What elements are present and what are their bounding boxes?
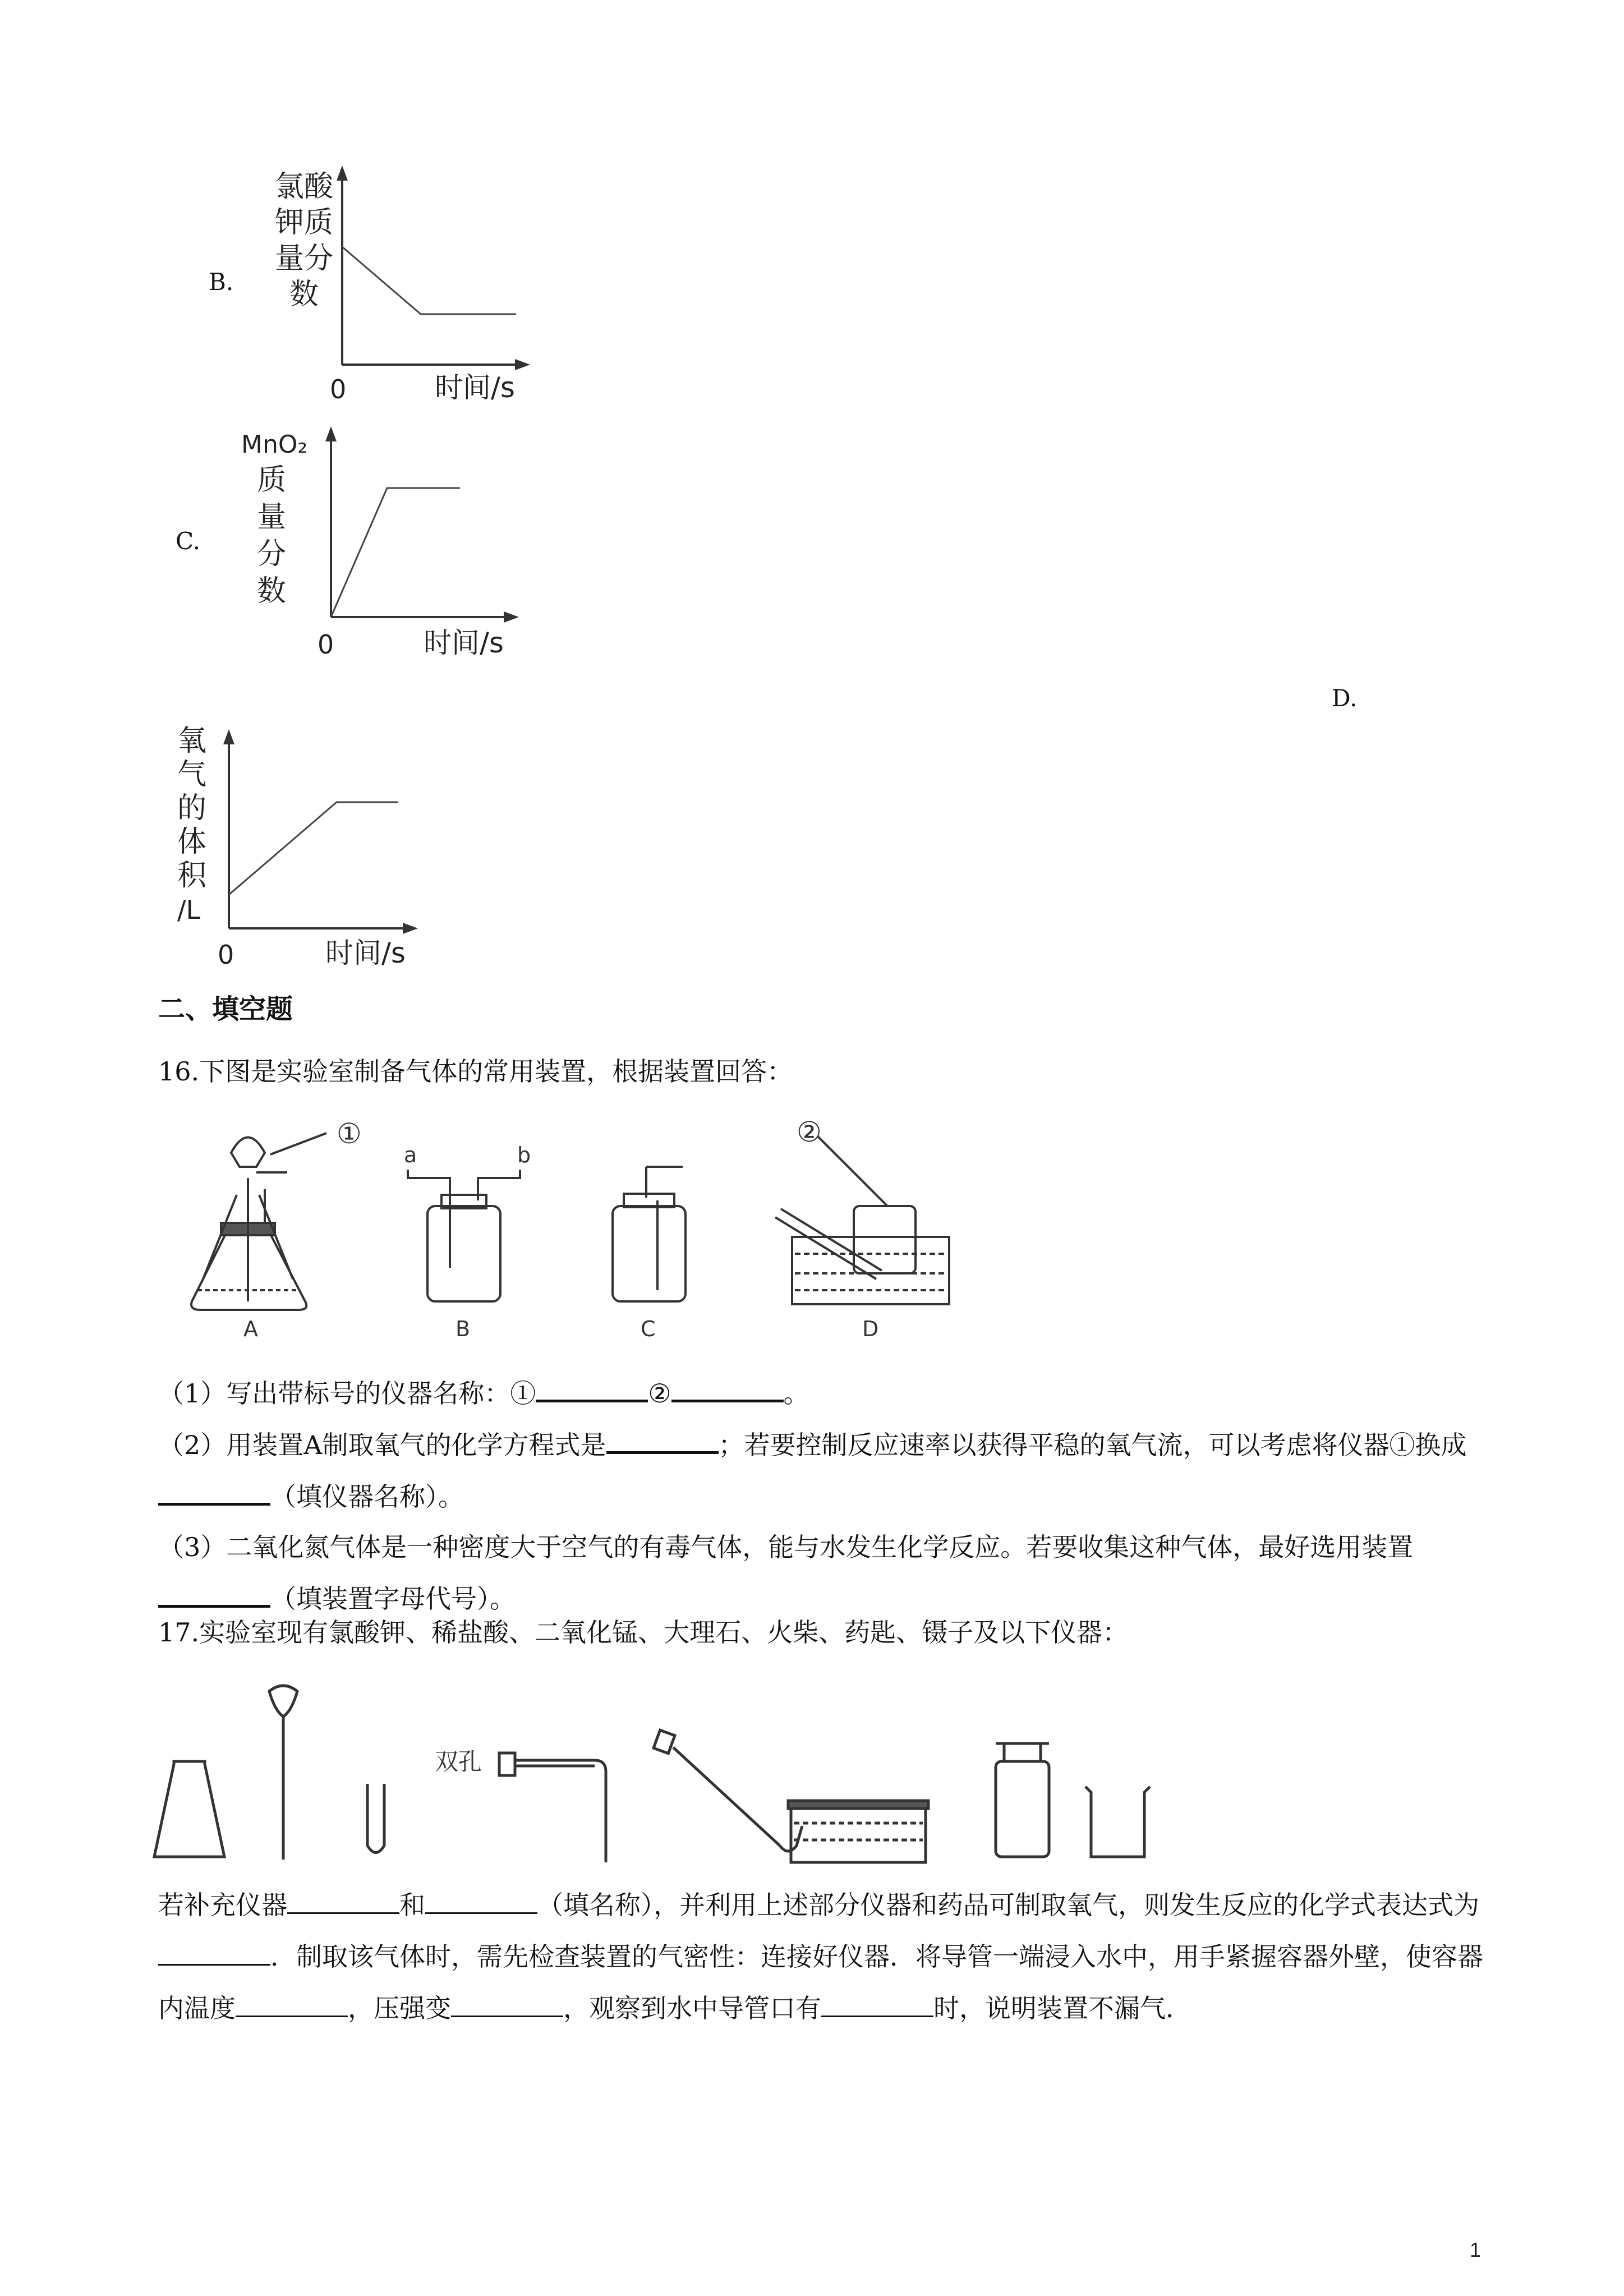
instrument-test-tube [367, 1784, 384, 1853]
option-d-y-arrow [223, 729, 234, 744]
instrument-gas-bottle [996, 1743, 1049, 1857]
answer-blank[interactable] [158, 1941, 270, 1966]
apparatus-d [775, 1136, 949, 1304]
q16-part-3: （3）二氧化氮气体是一种密度大于空气的有毒气体，能与水发生化学反应。若要收集这种气体，最好选用装置（填装置字母代号）。 [158, 1532, 1414, 1614]
svg-text:钾质: 钾质 [275, 206, 334, 240]
svg-text:氯酸: 氯酸 [275, 170, 334, 204]
answer-blank[interactable] [671, 1377, 784, 1402]
answer-blank[interactable] [236, 1993, 348, 2017]
option-c-letter: C. [176, 527, 200, 555]
option-c-x-label: 时间/s [424, 627, 504, 659]
instrument-long-neck-funnel [269, 1686, 297, 1860]
q17-stem: 17.实验室现有氯酸钾、稀盐酸、二氧化锰、大理石、火柴、药匙、镊子及以下仪器： [158, 1617, 1129, 1648]
q16-part-2: （2）用装置A制取氧气的化学方程式是 ；若要控制反应速率以获得平稳的氧气流，可以考虑将仪器①换成（填仪器名称）。 [158, 1430, 1467, 1512]
option-d-y-label [177, 724, 208, 925]
page-number: 1 [1470, 2238, 1482, 2261]
apparatus-b-label: B [456, 1317, 471, 1341]
q16-part-1: （1）写出带标号的仪器名称：① ② 。 [158, 1378, 809, 1409]
answer-blank[interactable] [287, 1890, 399, 1914]
apparatus-a-label: A [243, 1317, 258, 1341]
svg-text:量: 量 [257, 500, 287, 534]
option-c-series-line [331, 488, 460, 617]
answer-blank[interactable] [451, 1993, 563, 2017]
option-d-x-label: 时间/s [325, 937, 406, 969]
svg-text:/L: /L [177, 895, 201, 925]
svg-text:积: 积 [177, 859, 207, 892]
svg-text:氧: 氧 [177, 724, 207, 758]
option-c-chart [230, 418, 533, 678]
option-c-origin: 0 [318, 629, 334, 660]
q17-instruments-figure [151, 1677, 1217, 1870]
option-b-origin: 0 [330, 374, 347, 404]
apparatus-b-port-a: a [404, 1143, 417, 1167]
svg-text:量分: 量分 [275, 242, 334, 275]
option-b-x-label: 时间/s [435, 371, 515, 404]
instrument-double-hole-stopper-tube [499, 1753, 606, 1862]
instrument-bent-tube [654, 1730, 802, 1851]
option-b-letter: B. [209, 268, 234, 296]
answer-blank[interactable] [536, 1377, 648, 1402]
apparatus-a [191, 1133, 326, 1310]
section-title: 二、填空题 [158, 993, 293, 1025]
instrument-beaker [1085, 1787, 1150, 1857]
answer-blank[interactable] [158, 1480, 270, 1506]
q17-body: 若补充仪器 和 （填名称），并利用上述部分仪器和药品可制取氧气，则发生反应的化学式表达式为．制取该气体时，需先检查装置的气密性：连接好仪器．将导管一端浸入水中，用手紧握容器外壁，使容器内温度 ，压强变 ，观察到水中导管口有 时，说明装置不漏气． [158, 1890, 1483, 2023]
q16-mark-2: ② [797, 1116, 822, 1148]
svg-text:分: 分 [257, 537, 287, 571]
q16-stem: 16.下图是实验室制备气体的常用装置，根据装置回答： [158, 1056, 793, 1087]
option-d-chart [168, 718, 426, 984]
apparatus-b [408, 1170, 520, 1301]
option-d-series-line [229, 802, 398, 895]
option-c-y-label [241, 430, 307, 608]
option-d-letter: D. [1332, 684, 1358, 712]
svg-text:体: 体 [177, 825, 207, 859]
svg-text:质: 质 [257, 463, 287, 497]
option-b-x-arrow [515, 359, 530, 370]
option-b-chart [247, 163, 539, 417]
option-d-x-arrow [403, 923, 418, 934]
option-b-y-arrow [337, 165, 348, 181]
option-b-y-label [275, 170, 334, 311]
svg-text:的: 的 [177, 792, 207, 825]
answer-blank[interactable] [606, 1429, 719, 1454]
svg-text:MnO₂: MnO₂ [241, 430, 308, 459]
answer-blank[interactable] [425, 1890, 537, 1914]
apparatus-d-label: D [862, 1317, 879, 1341]
answer-blank[interactable] [158, 1582, 270, 1608]
q16-mark-1: ① [337, 1117, 362, 1150]
answer-blank[interactable] [821, 1993, 933, 2017]
option-c-x-arrow [504, 611, 519, 623]
q16-apparatus-figure [158, 1111, 972, 1349]
instrument-water-trough [788, 1801, 928, 1862]
apparatus-c [613, 1167, 686, 1301]
option-b-series-line [342, 247, 516, 314]
svg-text:气: 气 [177, 758, 207, 792]
apparatus-b-port-b: b [517, 1143, 531, 1167]
double-hole-label: 双孔 [435, 1748, 482, 1775]
instrument-conical-flask [154, 1761, 224, 1857]
svg-text:数: 数 [289, 278, 319, 311]
option-c-y-arrow [325, 426, 337, 441]
svg-text:数: 数 [257, 574, 287, 608]
option-d-origin: 0 [218, 940, 234, 970]
apparatus-c-label: C [641, 1317, 656, 1341]
